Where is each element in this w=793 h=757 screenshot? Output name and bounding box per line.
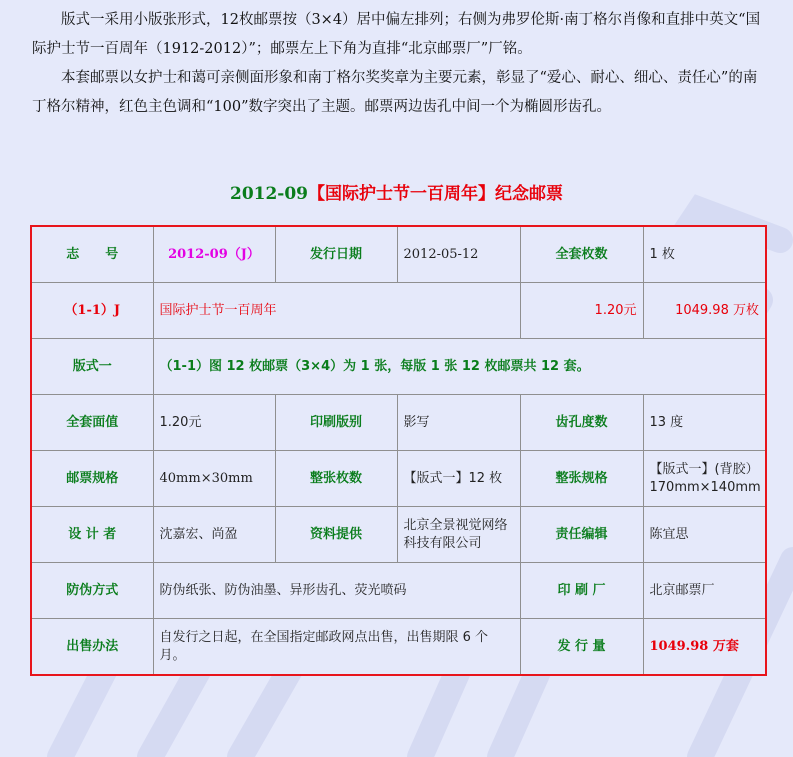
- value-issue-volume: 1049.98 万套: [643, 619, 766, 676]
- value-stamp-size: 40mm×30mm: [153, 451, 275, 507]
- label-printer: 印 刷 厂: [520, 563, 643, 619]
- label-designer: 设 计 者: [31, 507, 153, 563]
- value-source: 北京全景视觉网络科技有限公司: [397, 507, 520, 563]
- value-sheet-count: 【版式一】12 枚: [397, 451, 520, 507]
- stamp-quantity: 1049.98 万枚: [643, 283, 766, 339]
- title-name: 【国际护士节一百周年】纪念邮票: [308, 184, 564, 204]
- label-sheet-count: 整张枚数: [275, 451, 397, 507]
- label-source: 资料提供: [275, 507, 397, 563]
- table-row: [31, 395, 766, 451]
- value-editor: 陈宜思: [643, 507, 766, 563]
- intro-paragraph: 版式一采用小版张形式，12枚邮票按（3×4）居中偏左排列；右侧为弗罗伦斯·南丁格尔肖像和直排中英文“国际护士节一百周年（1912-2012）”；邮票左上下角为直排“北京邮票厂”厂铭。: [32, 12, 761, 57]
- table-row: [31, 339, 766, 395]
- value-zhihao: 2012-09（J）: [153, 226, 275, 283]
- label-anti-counterfeit: 防伪方式: [31, 563, 153, 619]
- title-code: 2012-09: [229, 184, 309, 204]
- stamp-name: 国际护士节一百周年: [153, 283, 520, 339]
- label-face-value: 全套面值: [31, 395, 153, 451]
- page-title: [0, 180, 793, 208]
- table-row: [31, 563, 766, 619]
- stamp-info-table: [30, 225, 767, 676]
- value-face-value: 1.20元: [153, 395, 275, 451]
- value-set-count: 1 枚: [643, 226, 766, 283]
- label-sale-method: 出售办法: [31, 619, 153, 676]
- label-set-count: 全套枚数: [520, 226, 643, 283]
- label-zhihao: 志 号: [31, 226, 153, 283]
- value-printer: 北京邮票厂: [643, 563, 766, 619]
- value-anti-counterfeit: 防伪纸张、防伪油墨、异形齿孔、荧光喷码: [153, 563, 520, 619]
- label-format-one: 版式一: [31, 339, 153, 395]
- intro-text: [32, 6, 767, 122]
- value-sale-method: 自发行之日起，在全国指定邮政网点出售，出售期限 6 个月。: [153, 619, 520, 676]
- value-designer: 沈嘉宏、尚盈: [153, 507, 275, 563]
- table-row: [31, 283, 766, 339]
- value-perforation: 13 度: [643, 395, 766, 451]
- value-print-type: 影写: [397, 395, 520, 451]
- intro-paragraph: 本套邮票以女护士和蔼可亲侧面形象和南丁格尔奖奖章为主要元素，彰显了“爱心、耐心、细心、责任心”的南丁格尔精神，红色主色调和“100”数字突出了主题。邮票两边齿孔中间一个为椭圆形齿孔。: [32, 70, 758, 115]
- table-row: [31, 619, 766, 676]
- label-issue-volume: 发 行 量: [520, 619, 643, 676]
- table-row: [31, 226, 766, 283]
- value-issue-date: 2012-05-12: [397, 226, 520, 283]
- label-editor: 责任编辑: [520, 507, 643, 563]
- stamp-code: （1-1）J: [31, 283, 153, 339]
- label-perforation: 齿孔度数: [520, 395, 643, 451]
- label-stamp-size: 邮票规格: [31, 451, 153, 507]
- label-print-type: 印刷版别: [275, 395, 397, 451]
- stamp-face-value: 1.20元: [520, 283, 643, 339]
- label-issue-date: 发行日期: [275, 226, 397, 283]
- value-sheet-size: 【版式一】(背胶） 170mm×140mm: [643, 451, 766, 507]
- table-row: [31, 507, 766, 563]
- value-format-one: （1-1）图 12 枚邮票（3×4）为 1 张，每版 1 张 12 枚邮票共 12 套。: [153, 339, 766, 395]
- table-row: [31, 451, 766, 507]
- label-sheet-size: 整张规格: [520, 451, 643, 507]
